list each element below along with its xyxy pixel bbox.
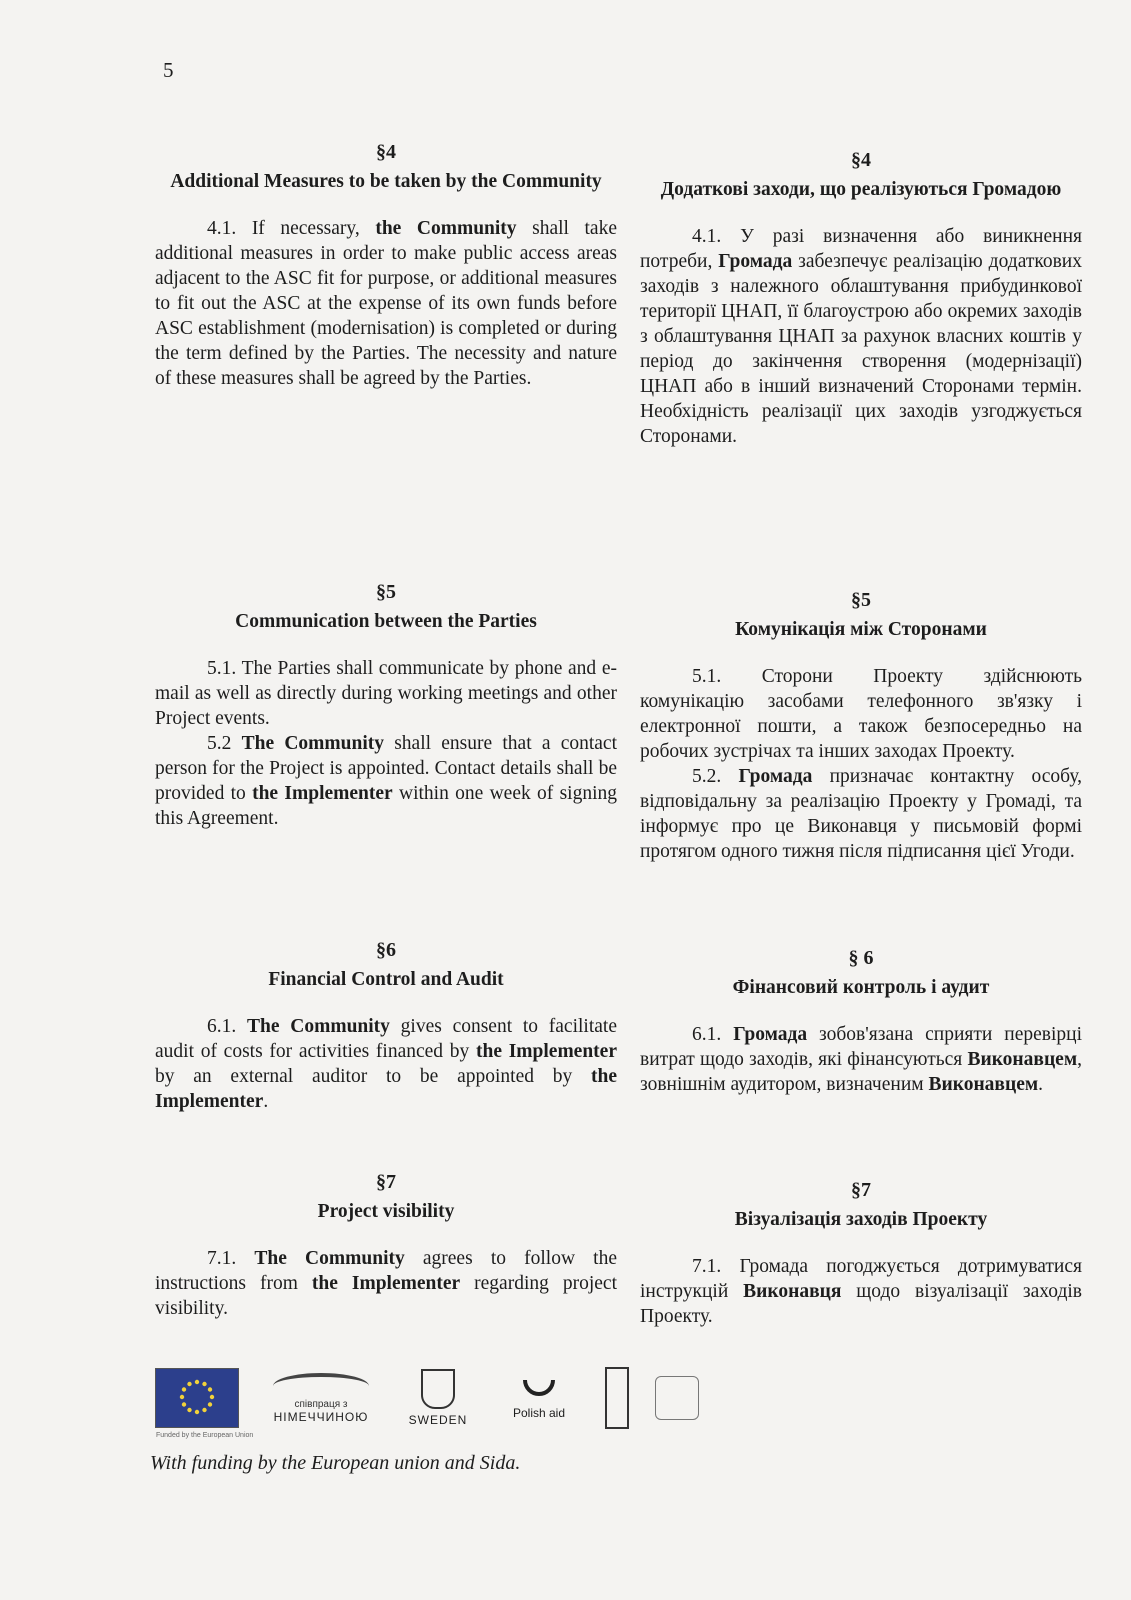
- section-title: Візуалізація заходів Проекту: [734, 1209, 988, 1230]
- section-title: Додаткові заходи, що реалізуються Громадою: [660, 179, 1062, 200]
- polish-aid-icon: [519, 1376, 559, 1406]
- clause-text: regarding project visibility.: [155, 1273, 618, 1319]
- polish-aid-logo: [499, 1376, 579, 1420]
- section-6-uk: [640, 946, 1082, 1097]
- emblem-logo: [655, 1376, 699, 1420]
- section-number: §4: [376, 141, 396, 163]
- crest-icon: [421, 1369, 455, 1409]
- party-name: Громада: [738, 766, 813, 787]
- section-5-uk: [640, 588, 1082, 864]
- clause-text: .: [263, 1091, 269, 1112]
- clause-4-1: [640, 224, 1082, 449]
- party-name: the Community: [375, 218, 517, 239]
- clause-text: щодо візуалізації заходів Проекту.: [640, 1281, 1082, 1327]
- clause-text: 4.1. If necessary,: [207, 218, 376, 239]
- clause-text: призначає контактну особу, відповідальну за реалізацію Проекту у Громаді, та інформує про це Виконавця у письмовій формі протягом одного тижня після підписання цієї Угоди.: [640, 766, 1083, 862]
- section-number: §7: [376, 1171, 396, 1193]
- clause-text: 5.2: [207, 733, 242, 754]
- funding-note: With funding by the European union and Sida.: [150, 1452, 521, 1474]
- clause-text: within one week of signing this Agreement.: [155, 783, 617, 829]
- party-name: the Implementer: [475, 1041, 617, 1062]
- clause-6-1: [155, 1014, 617, 1114]
- section-number: §5: [376, 581, 396, 603]
- clause-5-2: [155, 731, 617, 831]
- section-5-en: [155, 580, 617, 831]
- section-number: §4: [851, 149, 871, 171]
- party-name: The Community: [241, 733, 384, 754]
- party-name: Виконавця: [743, 1281, 842, 1302]
- section-title: Project visibility: [317, 1201, 455, 1222]
- clause-text: 6.1.: [692, 1024, 734, 1045]
- section-title: Communication between the Parties: [235, 611, 537, 632]
- section-title: Financial Control and Audit: [268, 969, 504, 990]
- section-number: §5: [851, 589, 871, 611]
- page-number: 5: [163, 58, 174, 82]
- clause-text: gives consent to facilitate audit of costs for activities financed by: [155, 1016, 617, 1062]
- donor-logos: [155, 1360, 915, 1439]
- polish-aid-text: Polish aid: [512, 1406, 566, 1420]
- section-4-uk: [640, 148, 1082, 449]
- clause-7-1: [640, 1254, 1082, 1329]
- giz-line2: НІМЕЧЧИНОЮ: [273, 1409, 369, 1424]
- sweden-text: SWEDEN: [408, 1413, 468, 1427]
- clause-text: 6.1.: [207, 1016, 247, 1037]
- clause-5-1: 5.1. Сторони Проекту здійснюють комунікацію засобами телефонного зв'язку і електронної пошти, а також безпосередньо на робочих зустрічах та інших заходах Проекту.: [640, 666, 1082, 762]
- clause-text: 7.1. Громада погоджується дотримуватися інструкцій: [640, 1256, 1082, 1302]
- eu-stars-icon: [156, 1369, 238, 1427]
- party-name: Громада: [718, 251, 793, 272]
- giz-logo: [265, 1373, 377, 1424]
- undp-logo: [605, 1367, 629, 1429]
- clause-text: by an external auditor to be appointed by: [155, 1066, 591, 1087]
- eu-caption: Funded by the European Union: [156, 1432, 254, 1439]
- clause-text: зобов'язана сприяти перевірці витрат щодо заходів, які фінансуються: [640, 1024, 1082, 1070]
- party-name: Виконавцем: [967, 1049, 1078, 1070]
- clause-6-1: [640, 1022, 1082, 1097]
- section-6-en: [155, 938, 617, 1114]
- eu-flag-logo: [155, 1368, 254, 1439]
- clause-text: shall take additional measures in order to make public access areas adjacent to the ASC fit for purpose, or additional measures to fit out the ASC at the expense of its own funds before ASC establishment (modernisation) is completed or during the term defined by the Parties. The necessity and nature of these measures shall be agreed by the Parties.: [155, 218, 617, 389]
- section-title: Additional Measures to be taken by the Community: [170, 171, 602, 192]
- clause-text: 5.2.: [692, 766, 739, 787]
- party-name: Виконавцем: [928, 1074, 1039, 1095]
- clause-4-1: [155, 216, 617, 391]
- giz-line1: співпраця з: [294, 1398, 348, 1410]
- clause-text: agrees to follow the instructions from: [155, 1248, 618, 1294]
- clause-5-2: [640, 764, 1082, 864]
- party-name: Громада: [733, 1024, 808, 1045]
- clause-text: .: [1038, 1074, 1044, 1095]
- section-7-uk: [640, 1178, 1082, 1329]
- party-name: the Implementer: [155, 1066, 617, 1112]
- clause-5-1: 5.1. The Parties shall communicate by phone and e-mail as well as directly during working meetings and other Project events.: [155, 658, 617, 729]
- clause-text: 7.1.: [207, 1248, 255, 1269]
- clause-7-1: [155, 1246, 617, 1321]
- party-name: The Community: [247, 1016, 390, 1037]
- party-name: the Implementer: [252, 783, 393, 804]
- section-title: Фінансовий контроль і аудит: [732, 977, 990, 998]
- section-7-en: [155, 1170, 617, 1321]
- section-4-en: [155, 140, 617, 391]
- section-number: §6: [376, 939, 396, 961]
- clause-text: 4.1. У разі визначення або виникнення потреби,: [640, 226, 1082, 272]
- section-number: §7: [851, 1179, 871, 1201]
- clause-text: , зовнішнім аудитором, визначеним: [640, 1049, 1082, 1095]
- partner-logo: [725, 1378, 875, 1418]
- party-name: the Implementer: [311, 1273, 461, 1294]
- section-title: Комунікація між Сторонами: [735, 619, 987, 640]
- arc-icon: [273, 1373, 369, 1399]
- clause-text: забезпечує реалізацію додаткових заходів з належного облаштування прибудинкової території ЦНАП, її благоустрою або окремих заходів з облаштування ЦНАП за рахунок власних коштів у період до закінчення створення (модернізації) ЦНАП або в інший визначений Сторонами термін. Необхідність реалізації цих заходів узгоджується Сторонами.: [640, 251, 1082, 447]
- party-name: The Community: [254, 1248, 405, 1269]
- section-number: § 6: [848, 947, 874, 969]
- sweden-logo: [403, 1369, 473, 1427]
- clause-text: shall ensure that a contact person for the Project is appointed. Contact details shall be provided to: [155, 733, 618, 804]
